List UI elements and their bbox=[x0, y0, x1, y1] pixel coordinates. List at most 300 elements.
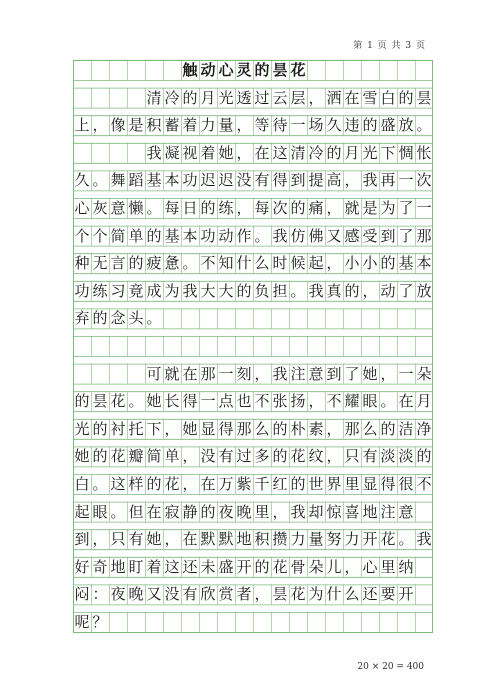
body-char: ， bbox=[92, 116, 108, 135]
body-char: 朴 bbox=[290, 419, 306, 438]
body-char: 花 bbox=[290, 447, 306, 466]
body-char: 就 bbox=[344, 199, 360, 217]
body-char: 头 bbox=[128, 309, 144, 328]
body-char: 有 bbox=[182, 585, 198, 604]
body-char: 的 bbox=[290, 475, 306, 493]
body-char: 到 bbox=[74, 530, 90, 549]
body-char: 不 bbox=[326, 392, 342, 411]
body-char: 个 bbox=[92, 226, 108, 245]
body-char: 有 bbox=[362, 447, 378, 466]
body-char: 弃 bbox=[74, 309, 90, 328]
title-char: 心 bbox=[218, 61, 234, 79]
body-char: 冷 bbox=[308, 143, 324, 162]
body-char: 那 bbox=[236, 419, 252, 438]
body-char: 的 bbox=[92, 447, 108, 466]
body-char: 什 bbox=[326, 585, 342, 604]
grid-size-label: 20 × 20 = 400 bbox=[357, 662, 424, 672]
title-char: 昙 bbox=[272, 61, 288, 79]
body-char: 儿 bbox=[326, 557, 342, 576]
body-char: 地 bbox=[362, 502, 378, 521]
body-char: 月 bbox=[200, 88, 216, 107]
body-char: 提 bbox=[308, 171, 324, 190]
body-char: 骨 bbox=[290, 557, 306, 576]
body-char: 意 bbox=[308, 364, 324, 383]
body-char: 花 bbox=[380, 530, 396, 549]
body-char: 么 bbox=[362, 419, 378, 438]
body-char: 。 bbox=[380, 392, 396, 411]
body-char: 开 bbox=[398, 585, 414, 604]
body-char: 么 bbox=[344, 585, 360, 604]
body-char: ， bbox=[380, 364, 396, 383]
body-char: 我 bbox=[290, 502, 306, 521]
body-char: 冷 bbox=[164, 88, 180, 107]
essay-body bbox=[73, 60, 433, 640]
body-char: ， bbox=[344, 557, 360, 576]
body-char: 下 bbox=[146, 419, 162, 438]
body-char: 视 bbox=[182, 143, 198, 162]
body-char: ， bbox=[326, 419, 342, 438]
title-char: 动 bbox=[200, 61, 216, 79]
body-char: 过 bbox=[236, 447, 252, 466]
title-char: 触 bbox=[182, 61, 198, 79]
body-char: 不 bbox=[254, 392, 270, 411]
body-char: 素 bbox=[308, 419, 324, 438]
body-char: 得 bbox=[272, 171, 288, 190]
body-char: 很 bbox=[398, 475, 414, 493]
body-char: 白 bbox=[380, 88, 396, 107]
body-char: 紫 bbox=[236, 475, 252, 493]
body-char: 。 bbox=[290, 281, 306, 300]
body-char: 单 bbox=[128, 226, 144, 245]
body-char: 没 bbox=[200, 447, 216, 466]
body-char: 疲 bbox=[146, 254, 162, 273]
body-char: 是 bbox=[362, 199, 378, 217]
body-char: 单 bbox=[164, 447, 180, 466]
body-char: 在 bbox=[200, 475, 216, 493]
body-char: ： bbox=[92, 585, 108, 604]
body-char: 花 bbox=[110, 447, 126, 466]
body-char: 要 bbox=[380, 585, 396, 604]
body-char: 那 bbox=[200, 364, 216, 383]
body-char: 注 bbox=[380, 502, 396, 521]
body-char: 。 bbox=[398, 530, 414, 549]
body-char: 开 bbox=[362, 530, 378, 549]
body-char: 长 bbox=[164, 392, 180, 411]
body-char: 到 bbox=[380, 226, 396, 245]
body-char: 没 bbox=[164, 585, 180, 604]
body-char: 着 bbox=[182, 116, 198, 135]
body-char: 一 bbox=[398, 171, 414, 190]
body-char: 默 bbox=[218, 530, 234, 549]
body-char: 夜 bbox=[218, 502, 234, 521]
body-char: 了 bbox=[398, 226, 414, 245]
body-char: 上 bbox=[74, 116, 90, 135]
body-char: 她 bbox=[146, 392, 162, 411]
body-char: 那 bbox=[344, 419, 360, 438]
body-char: 的 bbox=[272, 419, 288, 438]
body-char: 的 bbox=[344, 281, 360, 300]
body-char: 朵 bbox=[416, 364, 432, 383]
body-char: 动 bbox=[380, 281, 396, 300]
body-char: 到 bbox=[290, 171, 306, 190]
body-char: 练 bbox=[218, 199, 234, 217]
body-char: 竟 bbox=[128, 281, 144, 300]
body-char: 像 bbox=[110, 116, 126, 135]
body-char: 日 bbox=[182, 199, 198, 217]
body-char: 在 bbox=[398, 392, 414, 411]
body-char: 的 bbox=[272, 447, 288, 466]
body-char: ， bbox=[236, 143, 252, 162]
body-char: 昙 bbox=[416, 88, 432, 107]
body-char: 有 bbox=[218, 447, 234, 466]
body-char: 刻 bbox=[236, 364, 252, 383]
body-char: 的 bbox=[128, 254, 144, 273]
body-char: 我 bbox=[146, 143, 162, 162]
body-char: 简 bbox=[146, 447, 162, 466]
body-char: 迟 bbox=[218, 171, 234, 190]
body-char: 朵 bbox=[308, 557, 324, 576]
body-char: 。 bbox=[254, 226, 270, 245]
body-char: 心 bbox=[74, 199, 90, 217]
body-char: 盯 bbox=[128, 557, 144, 576]
body-char: 功 bbox=[182, 171, 198, 190]
body-char: 呢 bbox=[74, 613, 90, 631]
body-char: ， bbox=[92, 530, 108, 549]
body-char: 么 bbox=[254, 254, 270, 273]
body-char: 基 bbox=[164, 226, 180, 245]
body-char: ？ bbox=[92, 613, 108, 631]
body-char: 知 bbox=[218, 254, 234, 273]
body-char: 大 bbox=[200, 281, 216, 300]
body-char: 在 bbox=[254, 143, 270, 162]
body-char: 她 bbox=[74, 447, 90, 466]
body-char: 有 bbox=[254, 171, 270, 190]
body-char: 样 bbox=[128, 475, 144, 493]
body-char: 晚 bbox=[128, 585, 144, 604]
body-char: 的 bbox=[326, 143, 342, 162]
body-char: 待 bbox=[272, 116, 288, 135]
body-char: 默 bbox=[200, 530, 216, 549]
body-char: 只 bbox=[344, 447, 360, 466]
body-char: 在 bbox=[146, 502, 162, 521]
body-char: 点 bbox=[218, 392, 234, 411]
body-char: 净 bbox=[416, 419, 432, 438]
body-char: 透 bbox=[236, 88, 252, 107]
body-char: 了 bbox=[398, 281, 414, 300]
body-char: 再 bbox=[380, 171, 396, 190]
body-char: 。 bbox=[146, 309, 162, 328]
body-char: 为 bbox=[380, 199, 396, 217]
body-char: 奇 bbox=[92, 557, 108, 576]
body-char: 还 bbox=[182, 557, 198, 576]
body-char: 淡 bbox=[380, 447, 396, 466]
body-char: 真 bbox=[326, 281, 342, 300]
body-char: ， bbox=[182, 447, 198, 466]
body-char: 每 bbox=[164, 199, 180, 217]
body-char: 候 bbox=[290, 254, 306, 273]
body-char: 盛 bbox=[380, 116, 396, 135]
body-char: 惊 bbox=[326, 502, 342, 521]
body-char: 花 bbox=[290, 585, 306, 604]
body-char: ， bbox=[326, 254, 342, 273]
body-char: 洒 bbox=[326, 88, 342, 107]
body-char: 成 bbox=[146, 281, 162, 300]
body-char: 地 bbox=[110, 557, 126, 576]
body-char: 迟 bbox=[200, 171, 216, 190]
body-char: 的 bbox=[416, 447, 432, 466]
body-char: 红 bbox=[272, 475, 288, 493]
body-char: ， bbox=[236, 116, 252, 135]
body-char: 量 bbox=[218, 116, 234, 135]
body-char: 次 bbox=[272, 199, 288, 217]
body-char: 起 bbox=[308, 254, 324, 273]
body-char: 蹈 bbox=[128, 171, 144, 190]
body-char: ， bbox=[308, 88, 324, 107]
title-char: 的 bbox=[254, 61, 270, 79]
body-char: 月 bbox=[344, 143, 360, 162]
body-char: 着 bbox=[146, 557, 162, 576]
body-char: ， bbox=[344, 171, 360, 190]
body-char: 眼 bbox=[92, 502, 108, 521]
body-char: 违 bbox=[344, 116, 360, 135]
body-char: 个 bbox=[74, 226, 90, 245]
body-char: 的 bbox=[182, 88, 198, 107]
body-char: 大 bbox=[218, 281, 234, 300]
body-char: 纹 bbox=[308, 447, 324, 466]
body-char: 怅 bbox=[416, 143, 432, 162]
title-char: 花 bbox=[290, 61, 306, 79]
body-char: 着 bbox=[200, 143, 216, 162]
body-char: 开 bbox=[236, 557, 252, 576]
body-char: 作 bbox=[236, 226, 252, 245]
body-char: 白 bbox=[74, 475, 90, 493]
body-char: 多 bbox=[254, 447, 270, 466]
body-char: 她 bbox=[146, 530, 162, 549]
body-char: 里 bbox=[380, 557, 396, 576]
body-char: 基 bbox=[398, 254, 414, 273]
body-char: 佛 bbox=[308, 226, 324, 245]
body-char: 下 bbox=[380, 143, 396, 162]
body-char: 的 bbox=[74, 392, 90, 411]
body-char: 在 bbox=[344, 88, 360, 107]
body-char: 久 bbox=[326, 116, 342, 135]
body-char: 又 bbox=[146, 585, 162, 604]
body-char: 。 bbox=[416, 116, 432, 135]
body-char: 托 bbox=[128, 419, 144, 438]
body-char: 一 bbox=[200, 392, 216, 411]
body-char: 光 bbox=[218, 88, 234, 107]
body-char: 小 bbox=[362, 254, 378, 273]
body-char: 一 bbox=[398, 364, 414, 383]
body-char: 一 bbox=[218, 364, 234, 383]
body-char: 扬 bbox=[290, 392, 306, 411]
body-char: 在 bbox=[182, 530, 198, 549]
body-char: 积 bbox=[254, 530, 270, 549]
body-char: 的 bbox=[92, 309, 108, 328]
body-char: 舞 bbox=[110, 171, 126, 190]
body-char: 受 bbox=[362, 226, 378, 245]
body-char: 寂 bbox=[164, 502, 180, 521]
body-char: 仿 bbox=[290, 226, 306, 245]
body-char: 注 bbox=[290, 364, 306, 383]
body-char: 夜 bbox=[110, 585, 126, 604]
body-char: 本 bbox=[416, 254, 432, 273]
body-char: 意 bbox=[398, 502, 414, 521]
body-char: 。 bbox=[110, 502, 126, 521]
body-char: 时 bbox=[272, 254, 288, 273]
body-char: 层 bbox=[290, 88, 306, 107]
body-char: 起 bbox=[74, 502, 90, 521]
body-char: 的 bbox=[380, 254, 396, 273]
body-char: 放 bbox=[416, 281, 432, 300]
title-char: 灵 bbox=[236, 61, 252, 79]
body-char: 为 bbox=[164, 281, 180, 300]
body-char: 了 bbox=[344, 364, 360, 383]
body-char: 静 bbox=[182, 502, 198, 521]
body-char: 眼 bbox=[362, 392, 378, 411]
body-char: 光 bbox=[362, 143, 378, 162]
body-char: 力 bbox=[344, 530, 360, 549]
body-char: 场 bbox=[308, 116, 324, 135]
body-char: 的 bbox=[362, 116, 378, 135]
body-char: 的 bbox=[254, 557, 270, 576]
body-char: 晚 bbox=[236, 502, 252, 521]
body-char: 小 bbox=[344, 254, 360, 273]
body-char: 力 bbox=[290, 530, 306, 549]
body-char: 欣 bbox=[200, 585, 216, 604]
body-char: 盛 bbox=[218, 557, 234, 576]
body-char: 痛 bbox=[308, 199, 324, 217]
body-char: 这 bbox=[110, 475, 126, 493]
body-char: 习 bbox=[110, 281, 126, 300]
body-char: 的 bbox=[146, 475, 162, 493]
body-char: ， bbox=[236, 199, 252, 217]
body-char: 是 bbox=[128, 116, 144, 135]
body-char: 没 bbox=[236, 171, 252, 190]
body-char: 次 bbox=[416, 171, 432, 190]
body-char: 动 bbox=[218, 226, 234, 245]
body-char: 蓄 bbox=[164, 116, 180, 135]
body-char: 显 bbox=[362, 475, 378, 493]
body-char: 界 bbox=[326, 475, 342, 493]
body-char: 。 bbox=[146, 199, 162, 217]
body-char: 努 bbox=[326, 530, 342, 549]
body-char: 耀 bbox=[344, 392, 360, 411]
body-char: ， bbox=[362, 281, 378, 300]
body-char: 。 bbox=[128, 392, 144, 411]
body-char: 显 bbox=[200, 419, 216, 438]
body-char: 得 bbox=[182, 392, 198, 411]
body-char: 衬 bbox=[110, 419, 126, 438]
body-char: 功 bbox=[200, 226, 216, 245]
body-char: 力 bbox=[200, 116, 216, 135]
body-char: 这 bbox=[272, 143, 288, 162]
body-char: 却 bbox=[308, 502, 324, 521]
body-char: 的 bbox=[200, 502, 216, 521]
body-char: 里 bbox=[344, 475, 360, 493]
body-char: 的 bbox=[236, 281, 252, 300]
body-char: 。 bbox=[92, 171, 108, 190]
body-char: 昙 bbox=[92, 392, 108, 411]
body-char: 可 bbox=[146, 364, 162, 383]
body-char: 念 bbox=[110, 309, 126, 328]
body-char: 就 bbox=[164, 364, 180, 383]
body-char: ， bbox=[254, 585, 270, 604]
body-char: 我 bbox=[272, 364, 288, 383]
body-char: 凝 bbox=[164, 143, 180, 162]
body-char: ， bbox=[308, 392, 324, 411]
body-char: 等 bbox=[254, 116, 270, 135]
body-char: 花 bbox=[164, 475, 180, 493]
body-char: 每 bbox=[254, 199, 270, 217]
body-char: 淡 bbox=[398, 447, 414, 466]
body-char: 在 bbox=[182, 364, 198, 383]
body-char: 瓣 bbox=[128, 447, 144, 466]
body-char: 我 bbox=[272, 226, 288, 245]
body-char: 者 bbox=[236, 585, 252, 604]
body-char: 种 bbox=[74, 254, 90, 273]
body-char: 基 bbox=[146, 171, 162, 190]
body-char: 灰 bbox=[92, 199, 108, 217]
body-char: 功 bbox=[74, 281, 90, 300]
body-char: ， bbox=[326, 199, 342, 217]
body-char: 这 bbox=[164, 557, 180, 576]
body-char: 未 bbox=[200, 557, 216, 576]
body-char: 也 bbox=[236, 392, 252, 411]
body-char: 懒 bbox=[128, 199, 144, 217]
body-char: 又 bbox=[326, 226, 342, 245]
body-char: 惆 bbox=[398, 143, 414, 162]
body-char: 喜 bbox=[344, 502, 360, 521]
body-char: 的 bbox=[200, 199, 216, 217]
body-char: 的 bbox=[92, 419, 108, 438]
body-char: 那 bbox=[416, 226, 432, 245]
body-char: 高 bbox=[326, 171, 342, 190]
body-char: 一 bbox=[416, 199, 432, 217]
body-char: 的 bbox=[290, 199, 306, 217]
body-char: 担 bbox=[272, 281, 288, 300]
body-char: 我 bbox=[362, 171, 378, 190]
body-char: 里 bbox=[254, 502, 270, 521]
body-char: 她 bbox=[182, 419, 198, 438]
body-char: 好 bbox=[74, 557, 90, 576]
body-char: 的 bbox=[398, 88, 414, 107]
page-number: 第 1 页 共 3 页 bbox=[353, 41, 426, 51]
body-char: 有 bbox=[128, 530, 144, 549]
body-char: 本 bbox=[164, 171, 180, 190]
body-char: 地 bbox=[236, 530, 252, 549]
body-char: 惫 bbox=[164, 254, 180, 273]
body-char: 到 bbox=[326, 364, 342, 383]
body-char: 的 bbox=[146, 226, 162, 245]
body-char: 放 bbox=[398, 116, 414, 135]
manuscript-grid bbox=[73, 60, 433, 640]
body-char: 千 bbox=[254, 475, 270, 493]
body-char: 世 bbox=[308, 475, 324, 493]
body-char: 负 bbox=[254, 281, 270, 300]
body-char: 得 bbox=[380, 475, 396, 493]
body-char: 清 bbox=[146, 88, 162, 107]
body-char: 花 bbox=[110, 392, 126, 411]
body-char: 意 bbox=[110, 199, 126, 217]
body-char: 花 bbox=[272, 557, 288, 576]
body-char: 只 bbox=[110, 530, 126, 549]
body-char: 了 bbox=[398, 199, 414, 217]
body-char: 不 bbox=[200, 254, 216, 273]
body-char: 攒 bbox=[272, 530, 288, 549]
body-char: 。 bbox=[92, 475, 108, 493]
body-char: 。 bbox=[182, 254, 198, 273]
